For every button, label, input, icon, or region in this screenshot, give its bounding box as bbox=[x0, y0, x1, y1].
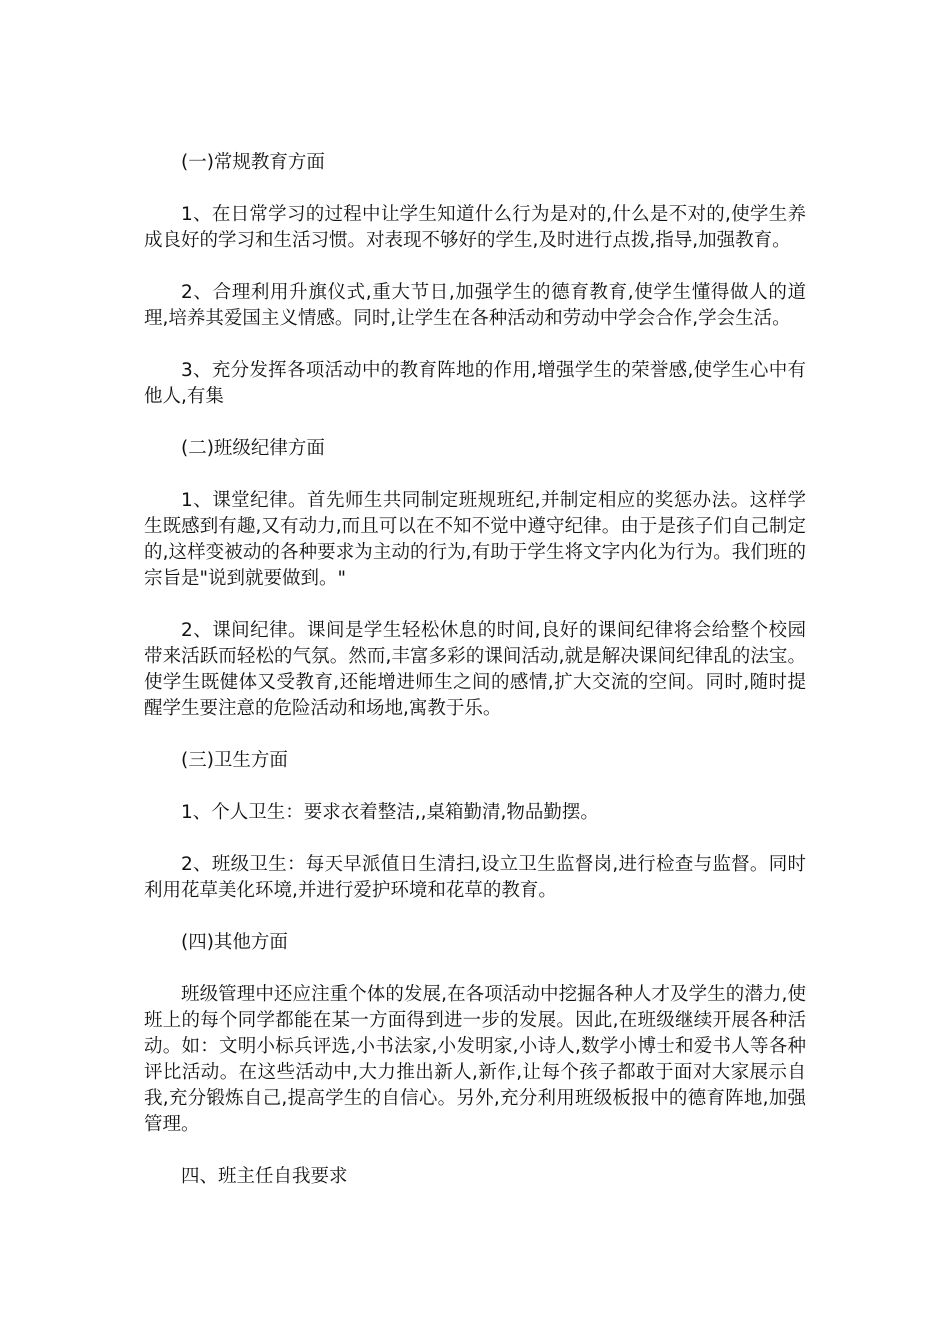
section-heading-hygiene: (三)卫生方面 bbox=[181, 750, 288, 771]
paragraph-discipline-1: 1、课堂纪律。首先师生共同制定班规班纪,并制定相应的奖惩办法。这样学生既感到有趣,又有动力,而且可以在不知不觉中遵守纪律。由于是孩子们自己制定的,这样变被动的各种要求为主动的行为,有助于学生将文字内化为行为。我们班的宗旨是"说到就要做到。" bbox=[144, 490, 806, 589]
section-heading-class-discipline: (二)班级纪律方面 bbox=[181, 438, 325, 459]
document-body bbox=[144, 150, 806, 1216]
paragraph-hygiene-1: 1、个人卫生：要求衣着整洁,,桌箱勤清,物品勤摆。 bbox=[181, 802, 599, 823]
section-heading-routine-education: (一)常规教育方面 bbox=[181, 152, 325, 173]
section-heading-teacher-self-requirements: 四、班主任自我要求 bbox=[181, 1166, 348, 1187]
paragraph-routine-3: 3、充分发挥各项活动中的教育阵地的作用,增强学生的荣誉感,使学生心中有他人,有集 bbox=[144, 360, 806, 407]
paragraph-routine-1: 1、在日常学习的过程中让学生知道什么行为是对的,什么是不对的,使学生养成良好的学习和生活习惯。对表现不够好的学生,及时进行点拨,指导,加强教育。 bbox=[144, 204, 806, 251]
paragraph-other-1: 班级管理中还应注重个体的发展,在各项活动中挖掘各种人才及学生的潜力,使班上的每个同学都能在某一方面得到进一步的发展。因此,在班级继续开展各种活动。如：文明小标兵评选,小书法家,小发明家,小诗人,数学小博士和爱书人等各种评比活动。在这些活动中,大力推出新人,新作,让每个孩子都敢于面对大家展示自我,充分锻炼自己,提高学生的自信心。另外,充分利用班级板报中的德育阵地,加强管理。 bbox=[144, 984, 806, 1135]
paragraph-discipline-2: 2、课间纪律。课间是学生轻松休息的时间,良好的课间纪律将会给整个校园带来活跃而轻松的气氛。然而,丰富多彩的课间活动,就是解决课间纪律乱的法宝。使学生既健体又受教育,还能增进师生之间的感情,扩大交流的空间。同时,随时提醒学生要注意的危险活动和场地,寓教于乐。 bbox=[144, 620, 806, 719]
paragraph-hygiene-2: 2、班级卫生：每天早派值日生清扫,设立卫生监督岗,进行检查与监督。同时利用花草美化环境,并进行爱护环境和花草的教育。 bbox=[144, 854, 806, 901]
section-heading-other: (四)其他方面 bbox=[181, 932, 288, 953]
paragraph-routine-2: 2、合理利用升旗仪式,重大节日,加强学生的德育教育,使学生懂得做人的道理,培养其爱国主义情感。同时,让学生在各种活动和劳动中学会合作,学会生活。 bbox=[144, 282, 806, 329]
